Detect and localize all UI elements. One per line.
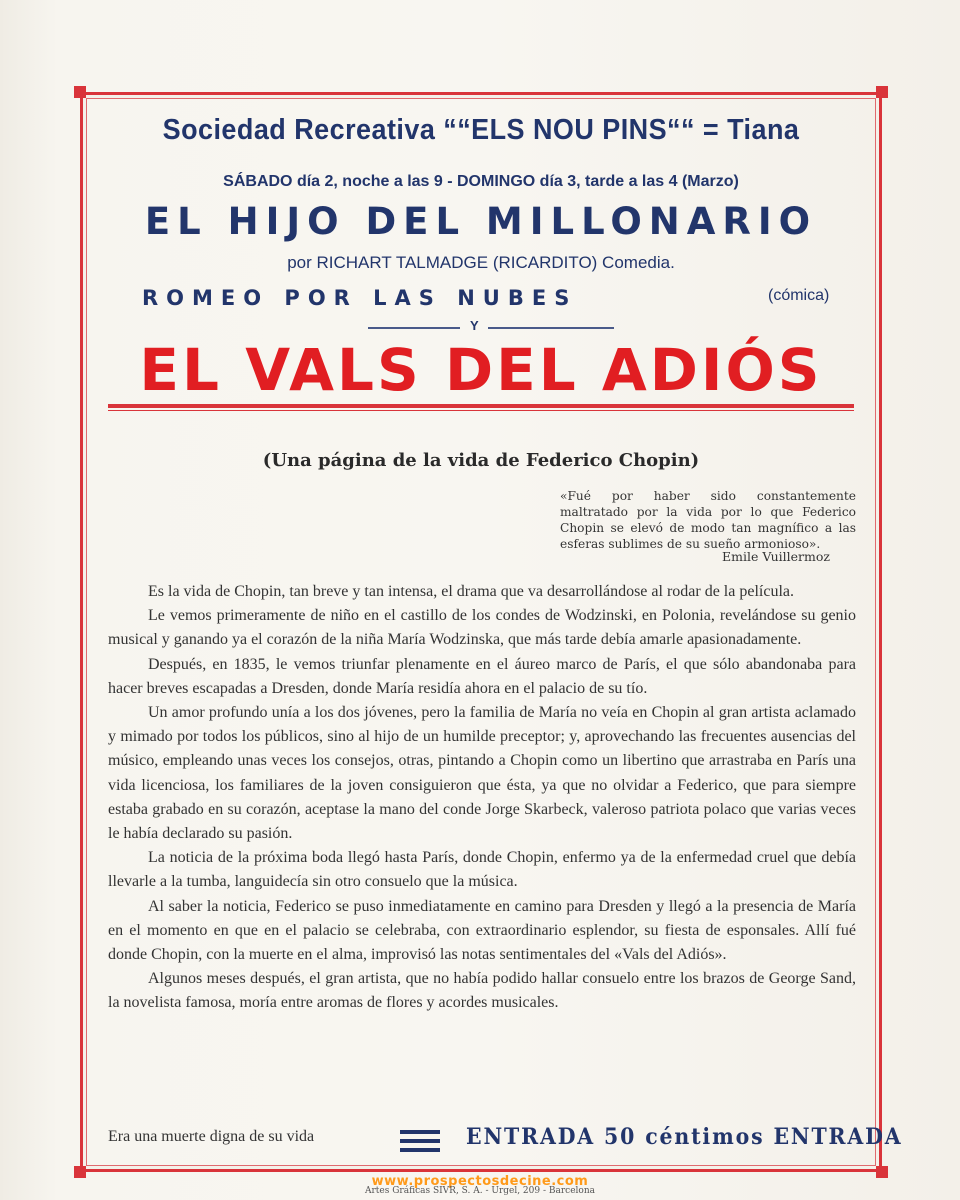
film2-title: ROMEO POR LAS NUBES [142, 286, 578, 310]
divider-right [488, 327, 614, 329]
synopsis-body [108, 580, 856, 1016]
film1-title: EL HIJO DEL MILLONARIO [144, 200, 818, 243]
frame-corner [876, 86, 888, 98]
epigraph-quote: «Fué por haber sido constantemente maltratado por la vida por lo que Federico Chopin se elevó de modo tan magnífico a las esferas sublimes de su sueño armonioso». [560, 489, 856, 551]
synopsis-paragraph: Al saber la noticia, Federico se puso inmediatamente en camino para Dresden y llegó a la presencia de María en el momento en que en el palacio se celebraba, con extraordinario esplendor, su fiesta de esponsales. Allí fué donde Chopin, con la muerte en el alma, improvisó las notas sentimentales del «Vals del Adiós». [108, 897, 856, 964]
ticket-price: ENTRADA 50 céntimos ENTRADA [466, 1124, 903, 1150]
film2-genre: (cómica) [768, 287, 830, 304]
synopsis-paragraph: Es la vida de Chopin, tan breve y tan intensa, el drama que va desarrollándose al rodar de la película. [148, 583, 794, 600]
screening-dates: SÁBADO día 2, noche a las 9 - DOMINGO día 3, tarde a las 4 (Marzo) [223, 173, 739, 190]
title-underline-thin [108, 410, 854, 411]
conjunction-y: Y [470, 318, 479, 333]
subtitle: (Una página de la vida de Federico Chopin) [262, 450, 700, 471]
main-title: EL VALS DEL ADIÓS [139, 336, 823, 404]
divider-left [368, 327, 460, 329]
epigraph-author: Emile Vuillermoz [722, 549, 830, 564]
synopsis-paragraph: La noticia de la próxima boda llegó hasta París, donde Chopin, enfermo ya de la enfermedad cruel que debía llevarle a la tumba, languidecía sin otro consuelo que la música. [108, 849, 856, 891]
society-heading: Sociedad Recreativa ““ELS NOU PINS““ = Tiana [162, 114, 800, 146]
decorative-bars [400, 1130, 440, 1154]
synopsis-paragraph: Algunos meses después, el gran artista, que no había podido hallar consuelo entre los brazos de George Sand, la novelista famosa, moría entre aromas de flores y acordes musicales. [108, 970, 856, 1012]
title-underline [108, 404, 854, 408]
printer-imprint: Artes Gráficas SIVR, S. A. - Urgel, 209 - Barcelona [364, 1186, 595, 1196]
film1-credit: por RICHART TALMADGE (RICARDITO) Comedia. [287, 253, 675, 272]
watermark: www.prospectosdecine.com [371, 1174, 589, 1189]
synopsis-paragraph: Un amor profundo unía a los dos jóvenes, pero la familia de María no veía en Chopin al gran artista aclamado y mimado por todos los públicos, sino al hijo de un humilde preceptor; y, aprovechando las frecuentes ausencias del músico, empleando unas veces los consejos, otras, pintando a Chopin como un libertino que arrastraba en París una vida licenciosa, los familiares de la joven consiguieron que ésta, ya que no olvidar a Federico, que para siempre estaba grabado en su corazón, aceptase la mano del conde Jorge Skarbeck, valeroso patriota polaco que varias veces le había declarado su pasión. [108, 704, 856, 843]
synopsis-last-line: Era una muerte digna de su vida [108, 1128, 315, 1145]
synopsis-paragraph: Después, en 1835, le vemos triunfar plenamente en el áureo marco de París, el que sólo abandonaba para hacer breves escapadas a Dresden, donde María residía ahora en el palacio de su tío. [108, 655, 856, 697]
frame-corner [74, 86, 86, 98]
synopsis-paragraph: Le vemos primeramente de niño en el castillo de los condes de Wodzinski, en Polonia, revelándose su genio musical y ganando ya el corazón de la niña María Wodzinska, que más tarde debía amarle apasionadamente. [108, 607, 856, 649]
